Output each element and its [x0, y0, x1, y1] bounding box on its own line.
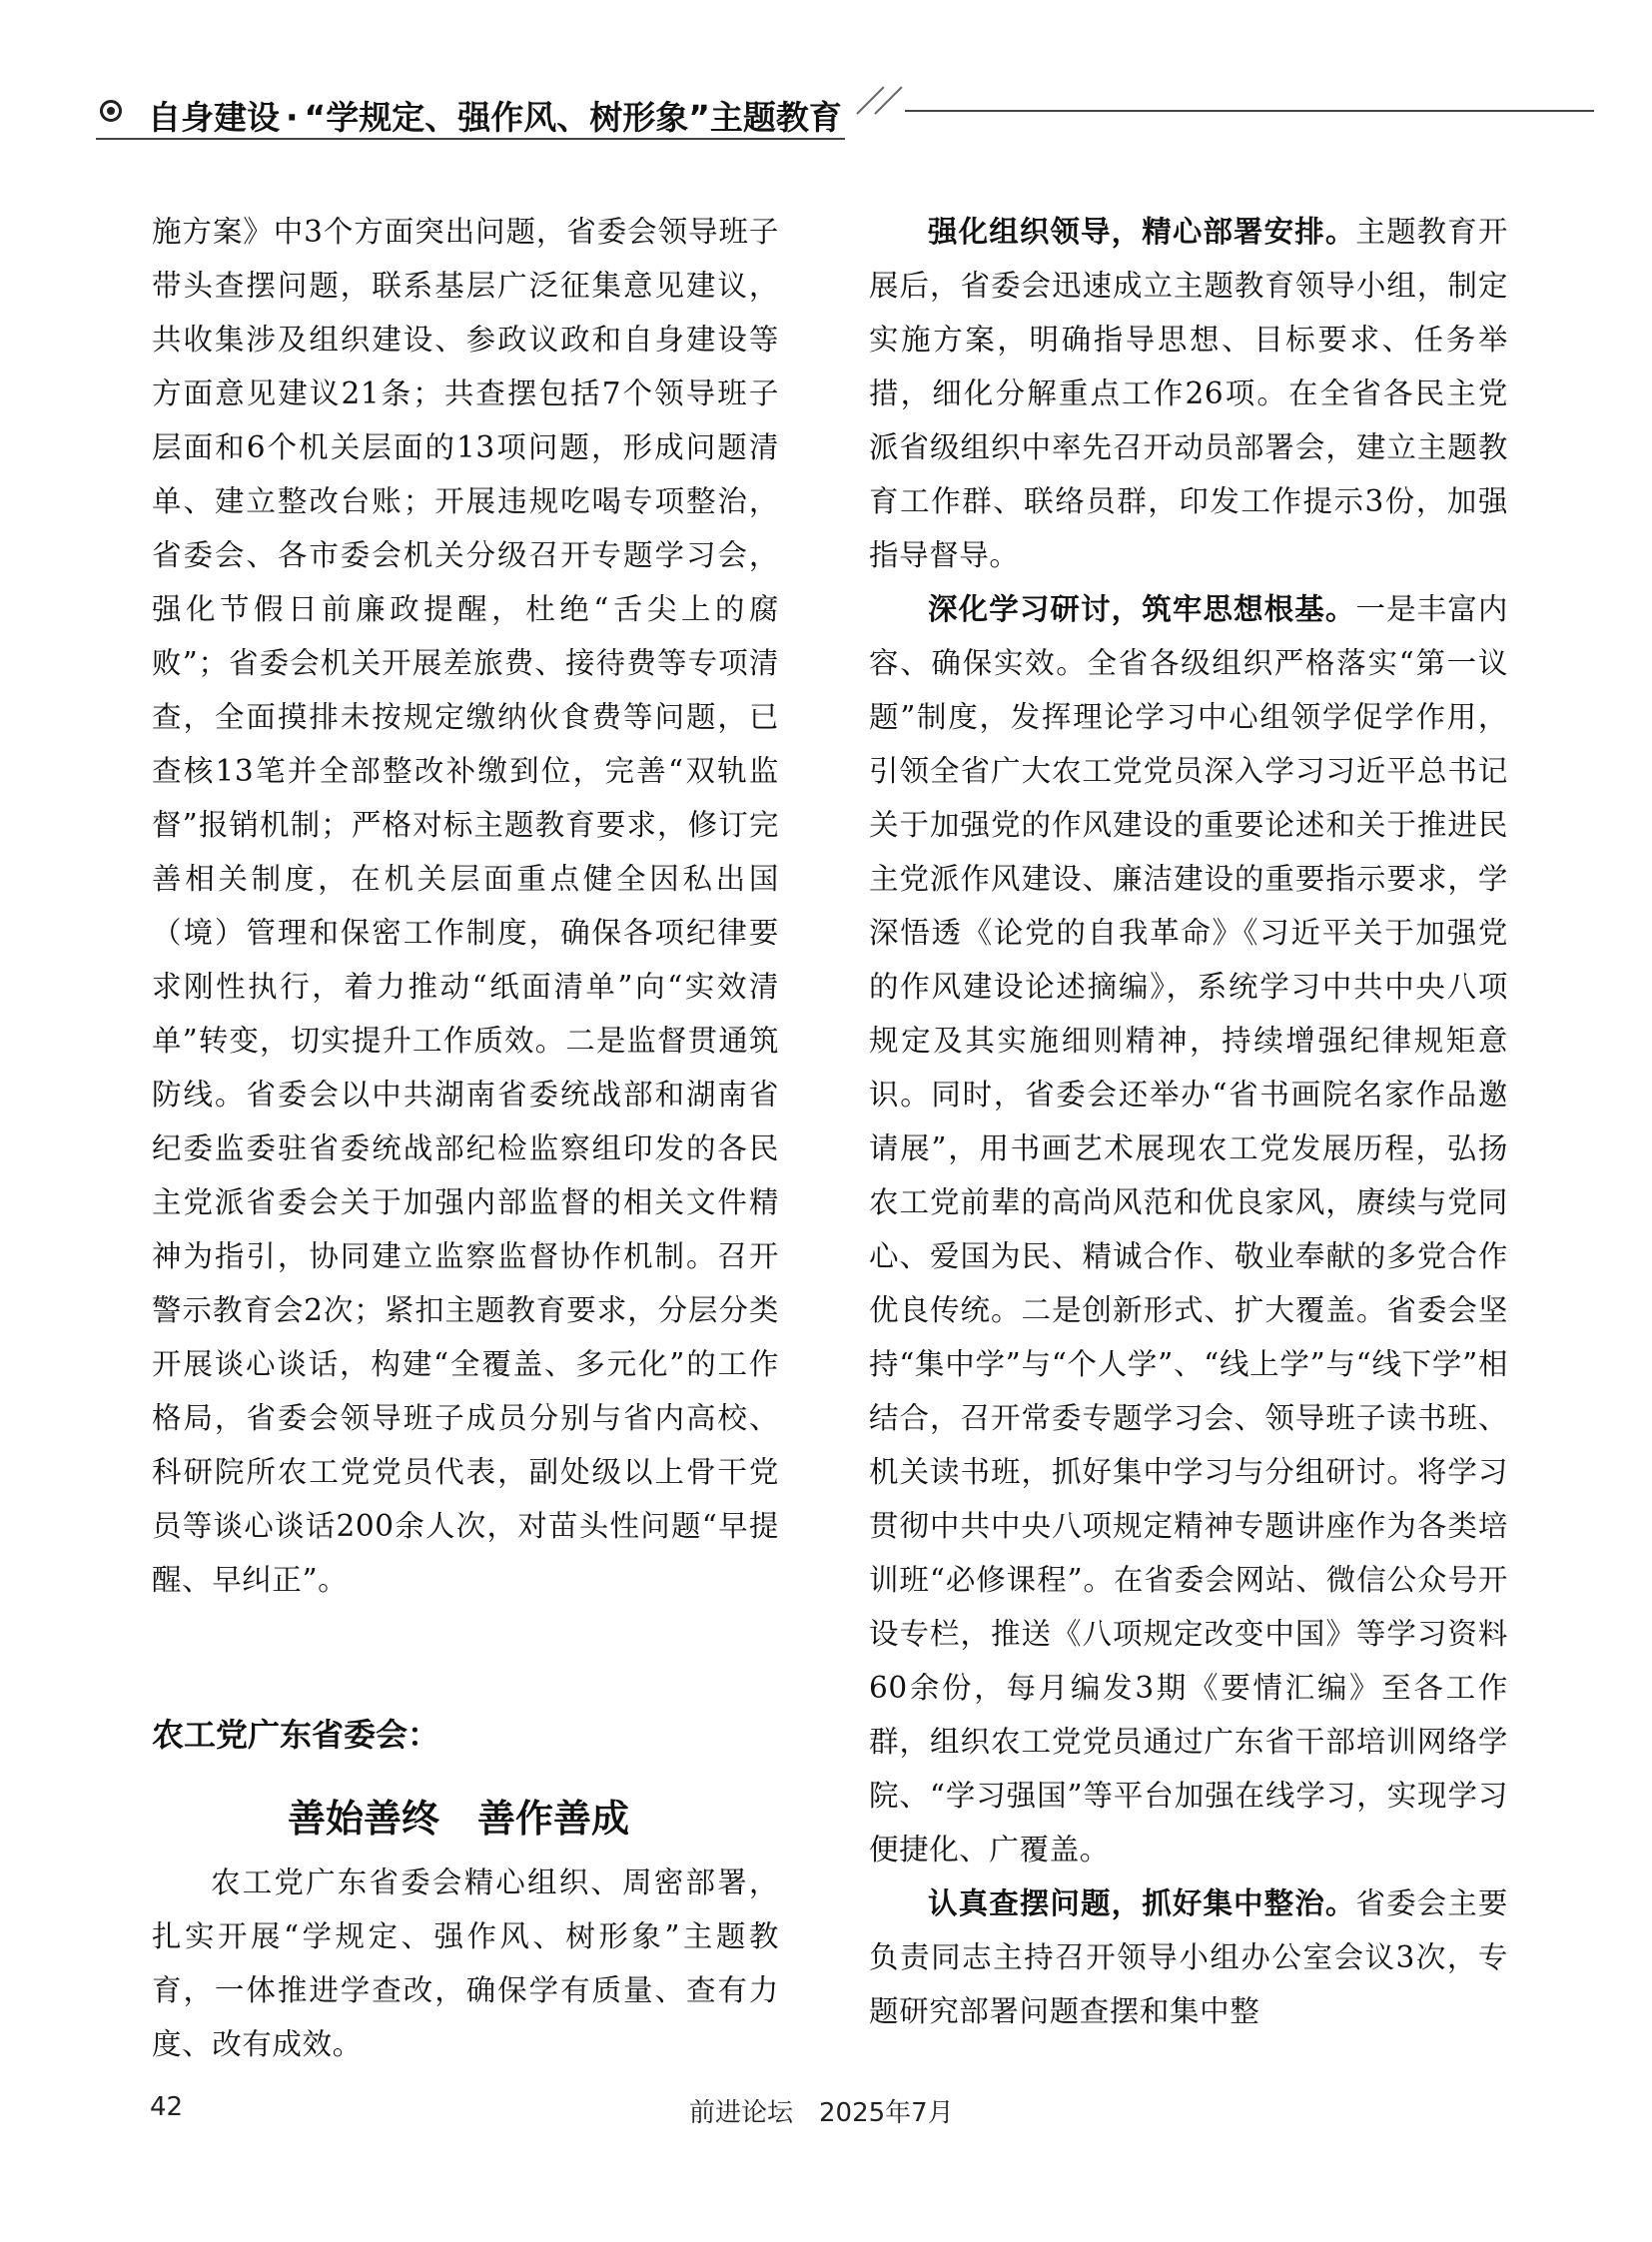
paragraph-body: 主题教育开展后，省委会迅速成立主题教育领导小组，制定实施方案，明确指导思想、目标要求、任务举措，细化分解重点工作26项。在全省各民主党派省级组织中率先召开动员部署会，建立主题教育工作群、联络员群，印发工作提示3份，加强指导督导。 [869, 215, 1508, 572]
left-column [152, 205, 779, 1607]
header-section: 自身建设 [148, 98, 280, 137]
right-column [869, 205, 1508, 2038]
header-separator: · [286, 98, 299, 137]
header-subtitle: “学规定、强作风、树形象”主题教育 [304, 98, 842, 137]
paragraph-lead: 深化学习研讨，筑牢思想根基。 [928, 592, 1356, 626]
issue-date: 2025年7月 [819, 2098, 954, 2128]
section-title: 善始善终 善作善成 [288, 1797, 630, 1841]
right-paragraph-3 [869, 1876, 1508, 2038]
paragraph-lead: 认真查摆问题，抓好集中整治。 [928, 1886, 1356, 1920]
paragraph-body: 一是丰富内容、确保实效。全省各级组织严格落实“第一议题”制度，发挥理论学习中心组领学促学作用，引领全省广大农工党党员深入学习习近平总书记关于加强党的作风建设的重要论述和关于推进民主党派作风建设、廉洁建设的重要指示要求，学深悟透《论党的自我革命》《习近平关于加强党的作风建设论述摘编》，系统学习中共中央八项规定及其实施细则精神，持续增强纪律规矩意识。同时，省委会还举办“省书画院名家作品邀请展”，用书画艺术展现农工党发展历程，弘扬农工党前辈的高尚风范和优良家风，赓续与党同心、爱国为民、精诚合作、敬业奉献的多党合作优良传统。二是创新形式、扩大覆盖。省委会坚持“集中学”与“个人学”、“线上学”与“线下学”相结合，召开常委专题学习会、领导班子读书班、机关读书班，抓好集中学习与分组研讨。将学习贯彻中共中央八项规定精神专题讲座作为各类培训班“必修课程”。在省委会网站、微信公众号开设专栏，推送《八项规定改变中国》等学习资料60余份，每月编发3期《要情汇编》至各工作群，组织农工党党员通过广东省干部培训网络学院、“学习强国”等平台加强在线学习，实现学习便捷化、广覆盖。 [869, 592, 1508, 1867]
right-paragraph-1 [869, 205, 1508, 582]
section-heading: 农工党广东省委会： [152, 1716, 440, 1754]
paragraph-lead: 强化组织领导，精心部署安排。 [928, 215, 1356, 249]
header-slash-decoration [856, 86, 884, 114]
bullet-circle-icon [100, 100, 122, 122]
running-header [96, 88, 1594, 148]
page-number: 42 [150, 2092, 184, 2122]
left-paragraph-1: 施方案》中3个方面突出问题，省委会领导班子带头查摆问题，联系基层广泛征集意见建议，共收集涉及组织建设、参政议政和自身建设等方面意见建议21条；共查摆包括7个领导班子层面和6个机关层面的13项问题，形成问题清单、建立整改台账；开展违规吃喝专项整治，省委会、各市委会机关分级召开专题学习会，强化节假日前廉政提醒，杜绝“舌尖上的腐败”；省委会机关开展差旅费、接待费等专项清查，全面摸排未按规定缴纳伙食费等问题，已查核13笔并全部整改补缴到位，完善“双轨监督”报销机制；严格对标主题教育要求，修订完善相关制度，在机关层面重点健全因私出国（境）管理和保密工作制度，确保各项纪律要求刚性执行，着力推动“纸面清单”向“实效清单”转变，切实提升工作质效。二是监督贯通筑防线。省委会以中共湖南省委统战部和湖南省纪委监委驻省委统战部纪检监察组印发的各民主党派省委会关于加强内部监督的相关文件精神为指引，协同建立监察监督协作机制。召开警示教育会2次；紧扣主题教育要求，分层分类开展谈心谈话，构建“全覆盖、多元化”的工作格局，省委会领导班子成员分别与省内高校、科研院所农工党党员代表，副处级以上骨干党员等谈心谈话200余人次，对苗头性问题“早提醒、早纠正”。 [152, 215, 779, 1597]
right-paragraph-2 [869, 582, 1508, 1876]
header-rule-right [905, 110, 1594, 112]
left-column-lower [152, 1856, 779, 2071]
header-rule-left [96, 138, 845, 140]
header-title [148, 92, 842, 139]
left-paragraph-2: 农工党广东省委会精心组织、周密部署，扎实开展“学规定、强作风、树形象”主题教育，一体推进学查改，确保学有质量、查有力度、改有成效。 [152, 1866, 779, 2061]
journal-name: 前进论坛 [689, 2098, 794, 2128]
paragraph-body: 省委会主要负责同志主持召开领导小组办公室会议3次，专题研究部署问题查摆和集中整 [869, 1886, 1508, 2028]
